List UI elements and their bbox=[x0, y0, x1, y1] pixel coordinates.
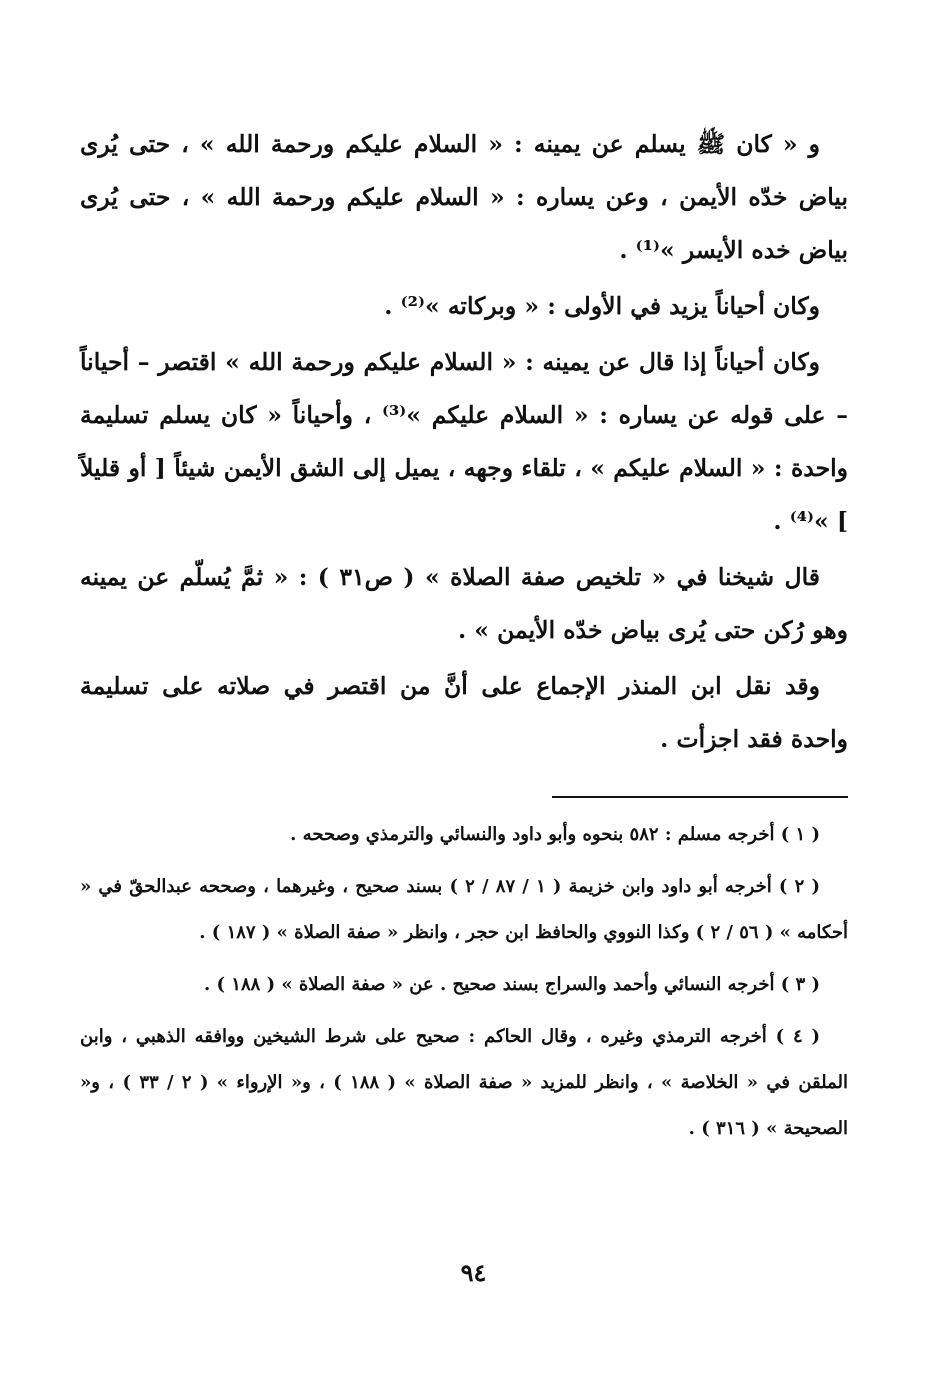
footnote-separator bbox=[552, 796, 848, 798]
footnote-4: ( ٤ ) أخرجه الترمذي وغيره ، وقال الحاكم : صحيح على شرط الشيخين ووافقه الذهبي ، وابن الملقن في « الخلاصة » ، وانظر للمزيد « صفة الصلاة » ( ١٨٨ ) ، و« الإرواء » ( ٢ / ٣٣ ) ، و« الصحيحة » ( ٣١٦ ) . bbox=[80, 1026, 848, 1139]
paragraph-wabarakatuh: وكان أحياناً يزيد في الأولى : « وبركاته »⁽²⁾ . bbox=[384, 292, 820, 320]
paragraph-ijma: وقد نقل ابن المنذر الإجماع على أنَّ من اقتصر في صلاته على تسليمة واحدة فقد اجزأت . bbox=[80, 672, 848, 753]
footnote-1: ( ١ ) أخرجه مسلم : ٥٨٢ بنحوه وأبو داود والنسائي والترمذي وصححه . bbox=[290, 824, 820, 845]
paragraph-single-taslim: وكان أحياناً إذا قال عن يمينه : « السلام عليكم ورحمة الله » اقتصر – أحياناً – على قوله عن يساره : « السلام عليكم »⁽³⁾ ، وأحياناً « كان يسلم تسليمة واحدة : « السلام عليكم » ، تلقاء وجهه ، يميل إلى الشق الأيمن شيئاً [ أو قليلاً ] »⁽⁴⁾ . bbox=[80, 348, 848, 535]
main-text bbox=[80, 118, 848, 769]
footnote-3: ( ٣ ) أخرجه النسائي وأحمد والسراج بسند صحيح . عن « صفة الصلاة » ( ١٨٨ ) . bbox=[203, 974, 820, 995]
footnote-2: ( ٢ ) أخرجه أبو داود وابن خزيمة ( ١ / ٨٧ / ٢ ) بسند صحيح ، وغيرهما ، وصححه عبدالحقّ في « أحكامه » ( ٥٦ / ٢ ) وكذا النووي والحافظ ابن حجر ، وانظر « صفة الصلاة » ( ١٨٧ ) . bbox=[80, 876, 848, 943]
page-number: ٩٤ bbox=[460, 1258, 487, 1287]
paragraph-salam-right-left: و « كان ﷺ يسلم عن يمينه : « السلام عليكم ورحمة الله » ، حتى يُرى بياض خدّه الأيمن ، وعن يساره : « السلام عليكم ورحمة الله » ، حتى يُرى بياض خده الأيسر »⁽¹⁾ . bbox=[80, 130, 848, 264]
paragraph-shaykh-quote: قال شيخنا في « تلخيص صفة الصلاة » ( ص٣١ ) : « ثمَّ يُسلّم عن يمينه وهو رُكن حتى يُرى بياض خدّه الأيمن » . bbox=[80, 563, 848, 644]
footnotes bbox=[80, 812, 848, 1158]
